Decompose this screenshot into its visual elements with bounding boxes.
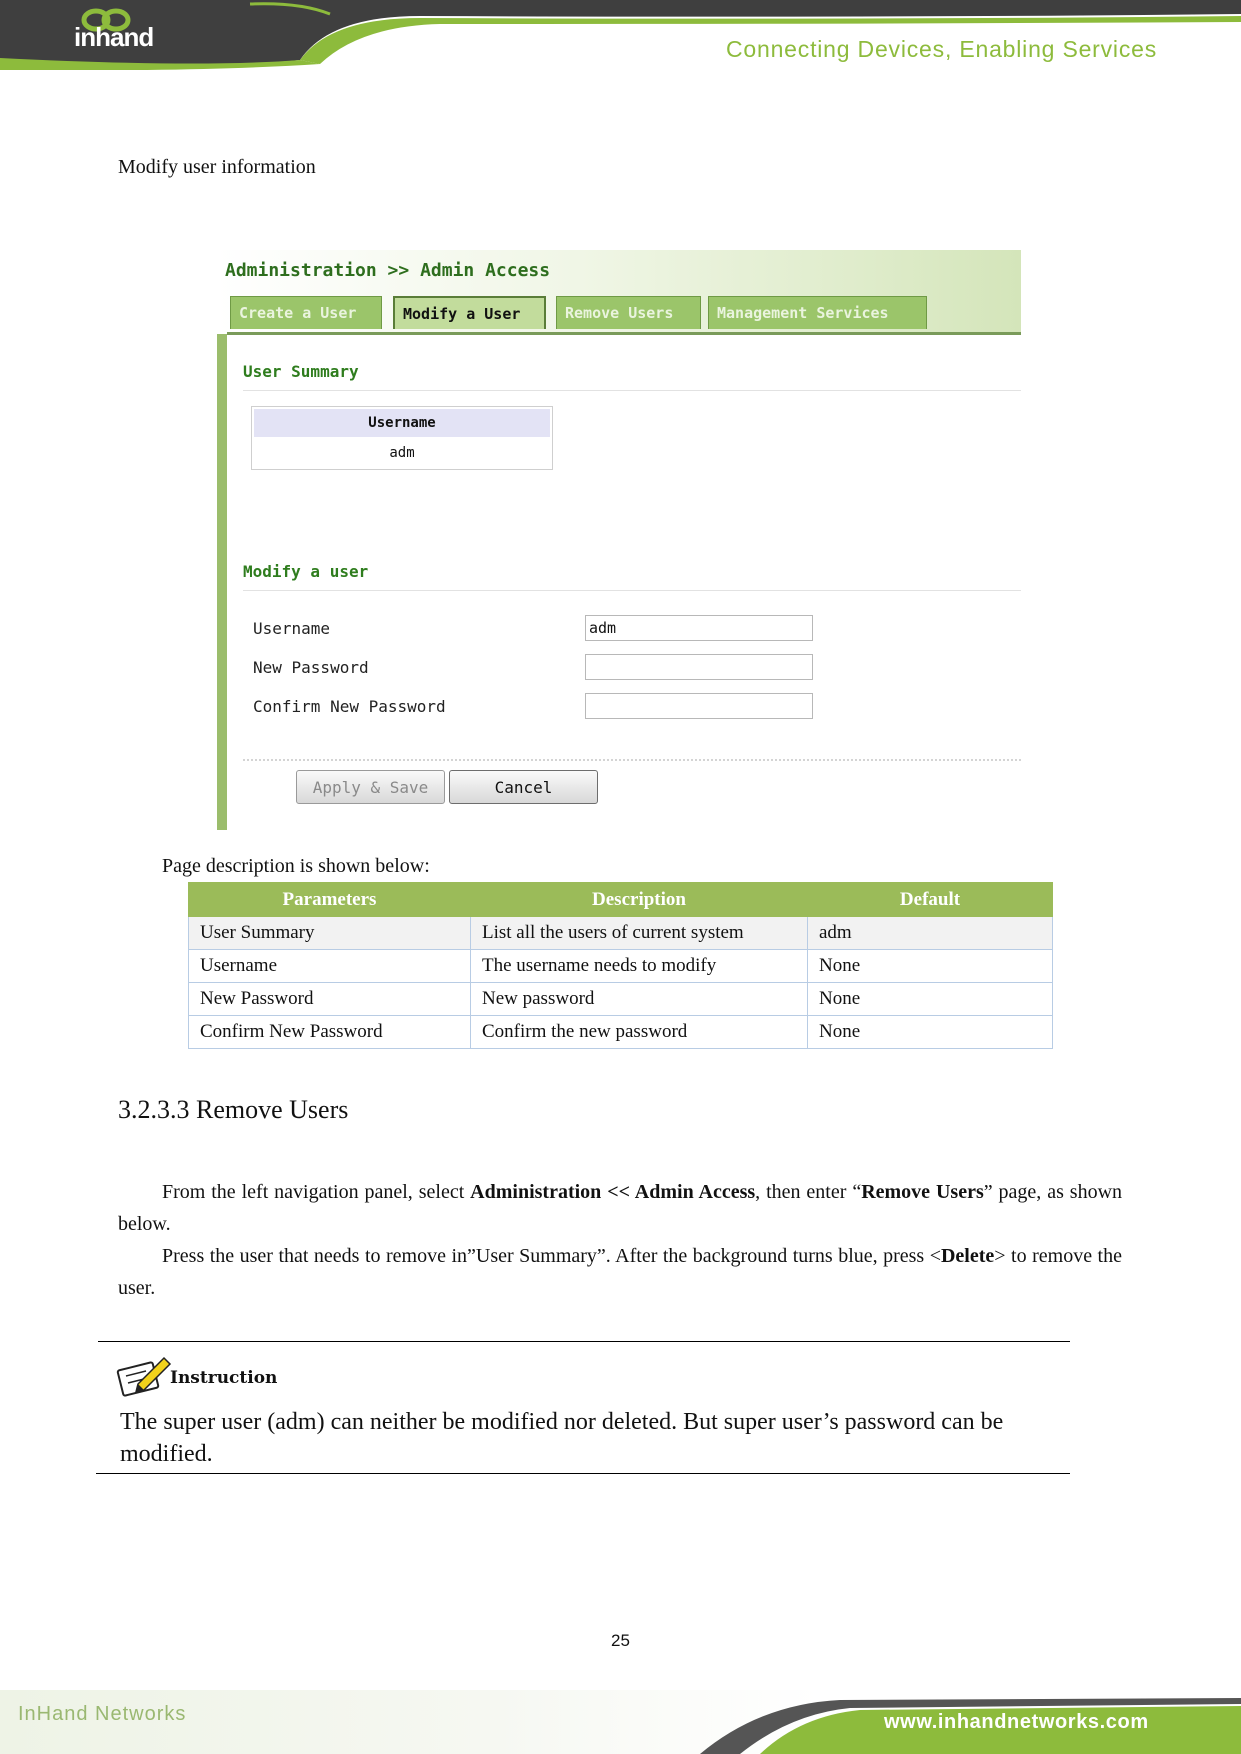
apply-save-button[interactable]: Apply & Save bbox=[296, 770, 445, 804]
default-cell: adm bbox=[808, 917, 1053, 950]
username-label: Username bbox=[253, 619, 331, 638]
table-row bbox=[189, 950, 1053, 983]
screenshot-left-border bbox=[217, 334, 227, 830]
description-cell: The username needs to modify bbox=[471, 950, 808, 983]
user-summary-table bbox=[251, 406, 553, 470]
footer-website[interactable]: www.inhandnetworks.com bbox=[884, 1711, 1149, 1733]
p1-nav-path: Administration << Admin Access bbox=[470, 1181, 756, 1203]
remove-users-paragraph-2 bbox=[118, 1240, 1122, 1304]
table-header-row bbox=[189, 883, 1053, 917]
param-cell: New Password bbox=[189, 983, 471, 1016]
instruction-bottom-rule bbox=[96, 1473, 1070, 1474]
tab-remove-users[interactable]: Remove Users bbox=[556, 296, 701, 329]
param-cell: User Summary bbox=[189, 917, 471, 950]
default-cell: None bbox=[808, 950, 1053, 983]
header-tagline: Connecting Devices, Enabling Services bbox=[726, 36, 1158, 62]
page-header bbox=[0, 0, 1241, 70]
tab-modify-user[interactable]: Modify a User bbox=[393, 296, 546, 329]
table-row bbox=[189, 1016, 1053, 1049]
confirm-password-input[interactable] bbox=[585, 693, 813, 719]
remove-users-paragraph-1 bbox=[118, 1176, 1122, 1240]
username-input[interactable] bbox=[585, 615, 813, 641]
section-heading: 3.2.3.3 Remove Users bbox=[118, 1095, 349, 1124]
description-cell: New password bbox=[471, 983, 808, 1016]
default-cell: None bbox=[808, 983, 1053, 1016]
p2-text: Press the user that needs to remove in”User Summary”. After the background turns blue, press < bbox=[162, 1245, 941, 1267]
parameter-table bbox=[188, 882, 1053, 1049]
description-cell: List all the users of current system bbox=[471, 917, 808, 950]
p2-text: > to remove the user. bbox=[118, 1245, 1122, 1299]
table-row bbox=[189, 917, 1053, 950]
description-cell: Confirm the new password bbox=[471, 1016, 808, 1049]
summary-header-username: Username bbox=[254, 409, 550, 437]
modify-caption: Modify user information bbox=[118, 156, 316, 178]
param-cell: Confirm New Password bbox=[189, 1016, 471, 1049]
cancel-button[interactable]: Cancel bbox=[449, 770, 598, 804]
param-cell: Username bbox=[189, 950, 471, 983]
footer-company: InHand Networks bbox=[18, 1703, 187, 1725]
instruction-pencil-icon bbox=[116, 1354, 172, 1403]
header-description: Description bbox=[471, 883, 808, 917]
page-description-caption: Page description is shown below: bbox=[162, 855, 430, 877]
instruction-top-rule bbox=[98, 1341, 1070, 1342]
p2-key: Delete bbox=[940, 1245, 995, 1267]
instruction-text: The super user (adm) can neither be modified nor deleted. But super user’s password can be modified. bbox=[120, 1409, 1004, 1467]
page-number: 25 bbox=[611, 1631, 630, 1650]
screenshot-breadcrumb: Administration >> Admin Access bbox=[225, 260, 551, 281]
admin-access-screenshot bbox=[217, 250, 1021, 830]
form-divider bbox=[243, 759, 1021, 761]
table-row bbox=[189, 983, 1053, 1016]
modify-user-title: Modify a user bbox=[243, 562, 369, 581]
p1-page-name: Remove Users bbox=[861, 1181, 984, 1203]
new-password-label: New Password bbox=[253, 658, 369, 677]
new-password-input[interactable] bbox=[585, 654, 813, 680]
user-summary-title: User Summary bbox=[243, 362, 359, 381]
tab-create-user[interactable]: Create a User bbox=[230, 296, 382, 329]
header-parameters: Parameters bbox=[189, 883, 471, 917]
header-default: Default bbox=[808, 883, 1053, 917]
summary-row-adm[interactable]: adm bbox=[389, 445, 415, 461]
section-divider bbox=[243, 590, 1021, 591]
logo-text: inhand bbox=[74, 22, 154, 52]
tab-management-services[interactable]: Management Services bbox=[708, 296, 927, 329]
default-cell: None bbox=[808, 1016, 1053, 1049]
instruction-title: Instruction bbox=[170, 1368, 278, 1388]
p1-text: ” page, as shown below. bbox=[118, 1181, 1123, 1235]
p1-text: , then enter “ bbox=[755, 1181, 862, 1203]
section-divider bbox=[243, 390, 1021, 391]
p1-text: From the left navigation panel, select bbox=[162, 1181, 471, 1203]
confirm-password-label: Confirm New Password bbox=[253, 697, 446, 716]
tab-underline bbox=[227, 332, 1021, 335]
